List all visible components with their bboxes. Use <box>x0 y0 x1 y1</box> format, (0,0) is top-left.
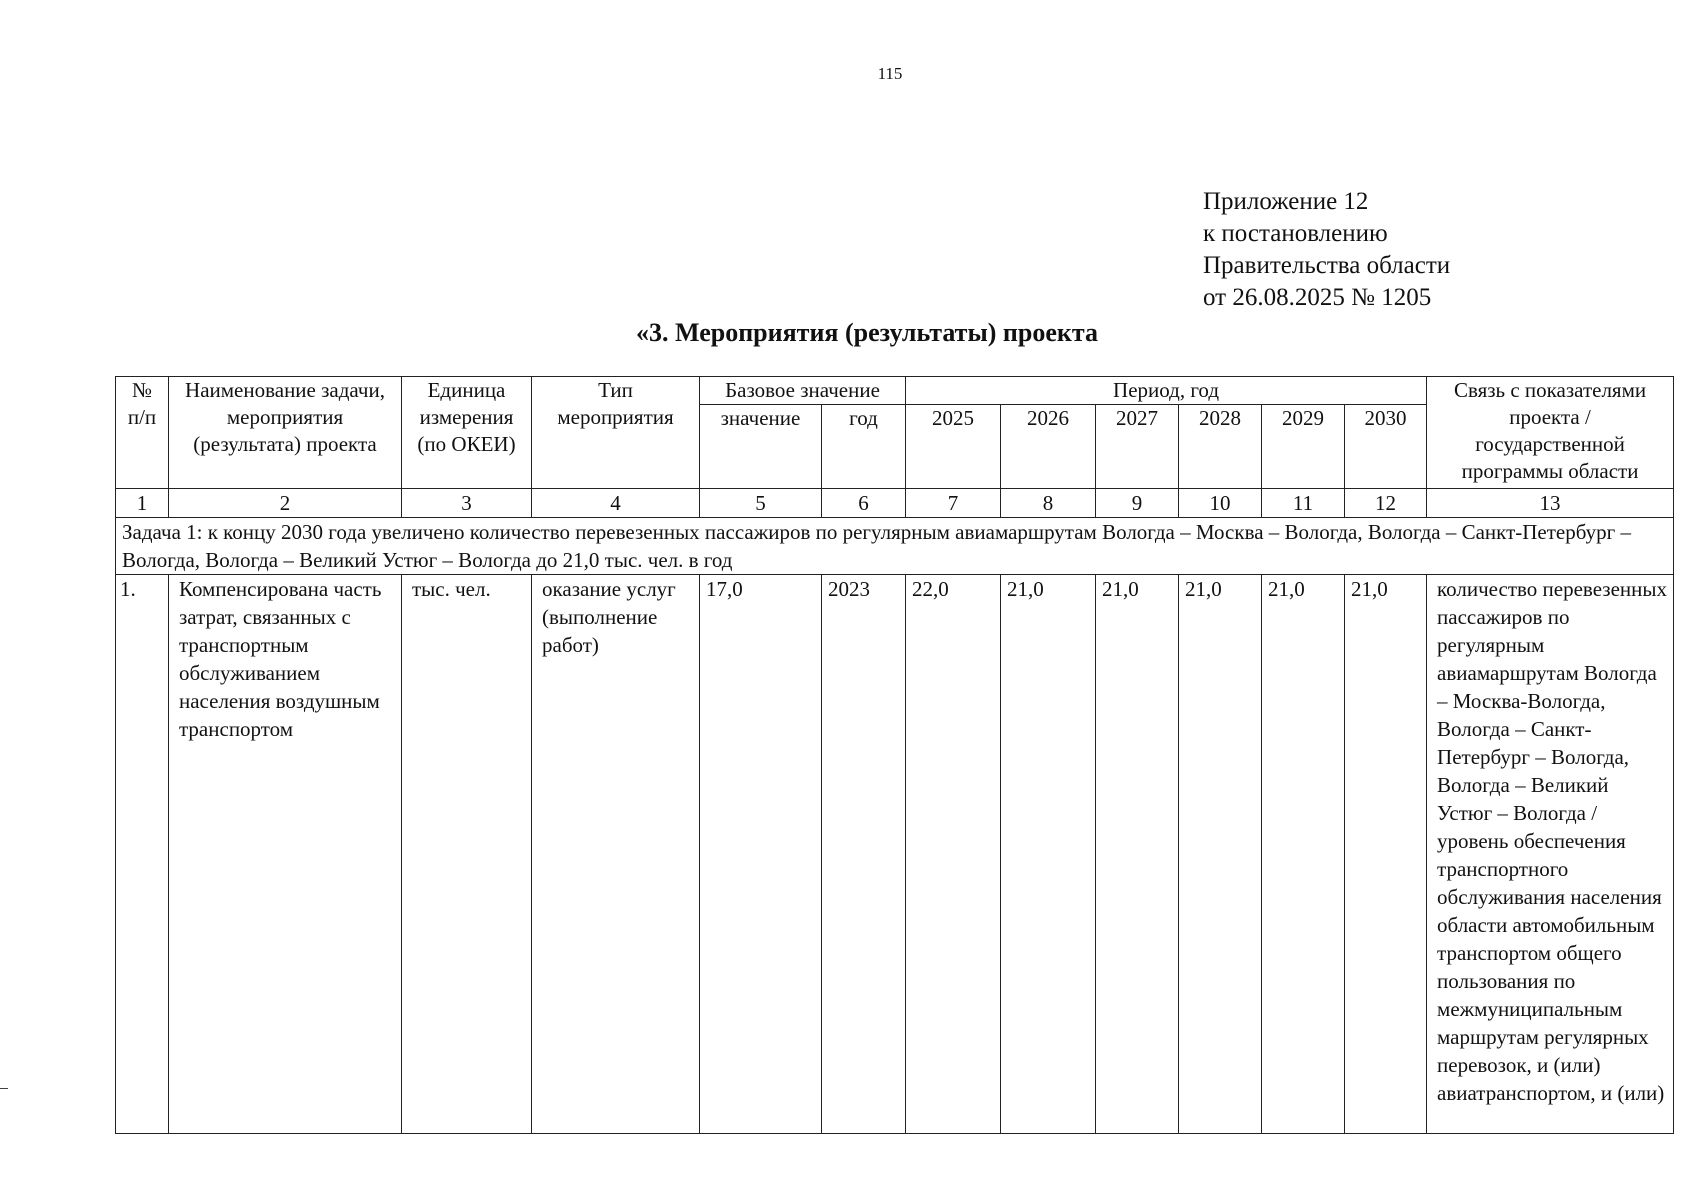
header-year: 2028 <box>1179 405 1262 489</box>
column-number: 2 <box>169 489 402 518</box>
header-name: Наименование задачи, мероприятия (результата) проекта <box>169 377 402 489</box>
header-num: № п/п <box>116 377 169 489</box>
header-year: 2030 <box>1345 405 1427 489</box>
row-year-value: 21,0 <box>1179 575 1262 1134</box>
column-number: 3 <box>402 489 532 518</box>
column-number: 8 <box>1001 489 1096 518</box>
header-link: Связь с показателями проекта / государственной программы области <box>1427 377 1674 489</box>
appendix-line: Приложение 12 <box>1203 188 1369 215</box>
row-unit: тыс. чел. <box>402 575 532 1134</box>
column-number: 4 <box>532 489 700 518</box>
row-num: 1. <box>116 575 169 1134</box>
header-year: 2027 <box>1096 405 1179 489</box>
section-title: «3. Мероприятия (результаты) проекта <box>636 318 1098 347</box>
column-number: 12 <box>1345 489 1427 518</box>
row-base-year: 2023 <box>822 575 906 1134</box>
task-text: Задача 1: к концу 2030 года увеличено количество перевезенных пассажиров по регулярным авиамаршрутам Вологда – Москва – Вологда, Вологда – Санкт-Петербург – Вологда, Вологда – Великий Устюг – Вологда до 21,0 тыс. чел. в год <box>116 518 1674 575</box>
column-number: 13 <box>1427 489 1674 518</box>
appendix-line: Правительства области <box>1203 252 1451 279</box>
column-number: 1 <box>116 489 169 518</box>
header-row <box>116 377 1674 405</box>
header-year: 2026 <box>1001 405 1096 489</box>
column-number: 11 <box>1262 489 1345 518</box>
column-number: 7 <box>906 489 1001 518</box>
header-year: 2029 <box>1262 405 1345 489</box>
appendix-line: от 26.08.2025 № 1205 <box>1203 284 1432 311</box>
header-period: Период, год <box>906 377 1427 405</box>
row-year-value: 21,0 <box>1262 575 1345 1134</box>
appendix-block <box>1203 186 1450 314</box>
table-row <box>116 575 1674 1134</box>
row-year-value: 21,0 <box>1096 575 1179 1134</box>
row-year-value: 21,0 <box>1001 575 1096 1134</box>
row-link: количество перевезенных пассажиров по регулярным авиамаршрутам Вологда – Москва-Вологда, Вологда – Санкт-Петербург – Вологда, Вологда – Великий Устюг – Вологда / уровень обеспечения транспортного обслуживания населения области автомобильным транспортом общего пользования по межмуниципальным маршрутам регулярных перевозок, и (или) авиатранспортом, и (или) <box>1427 575 1674 1134</box>
header-year: 2025 <box>906 405 1001 489</box>
appendix-line: к постановлению <box>1203 220 1388 247</box>
header-unit: Единица измерения (по ОКЕИ) <box>402 377 532 489</box>
margin-mark <box>0 1088 8 1089</box>
row-year-value: 22,0 <box>906 575 1001 1134</box>
row-type: оказание услуг (выполнение работ) <box>532 575 700 1134</box>
column-number: 6 <box>822 489 906 518</box>
header-base: Базовое значение <box>700 377 906 405</box>
row-year-value: 21,0 <box>1345 575 1427 1134</box>
header-base-value: значение <box>700 405 822 489</box>
task-row <box>116 518 1674 575</box>
column-number: 5 <box>700 489 822 518</box>
column-number-row <box>116 489 1674 518</box>
header-type: Тип мероприятия <box>532 377 700 489</box>
events-table <box>115 376 1674 1134</box>
column-number: 10 <box>1179 489 1262 518</box>
column-number: 9 <box>1096 489 1179 518</box>
row-name: Компенсирована часть затрат, связанных с транспортным обслуживанием населения воздушным транспортом <box>169 575 402 1134</box>
header-base-year: год <box>822 405 906 489</box>
row-base-value: 17,0 <box>700 575 822 1134</box>
page-number: 115 <box>877 64 903 83</box>
